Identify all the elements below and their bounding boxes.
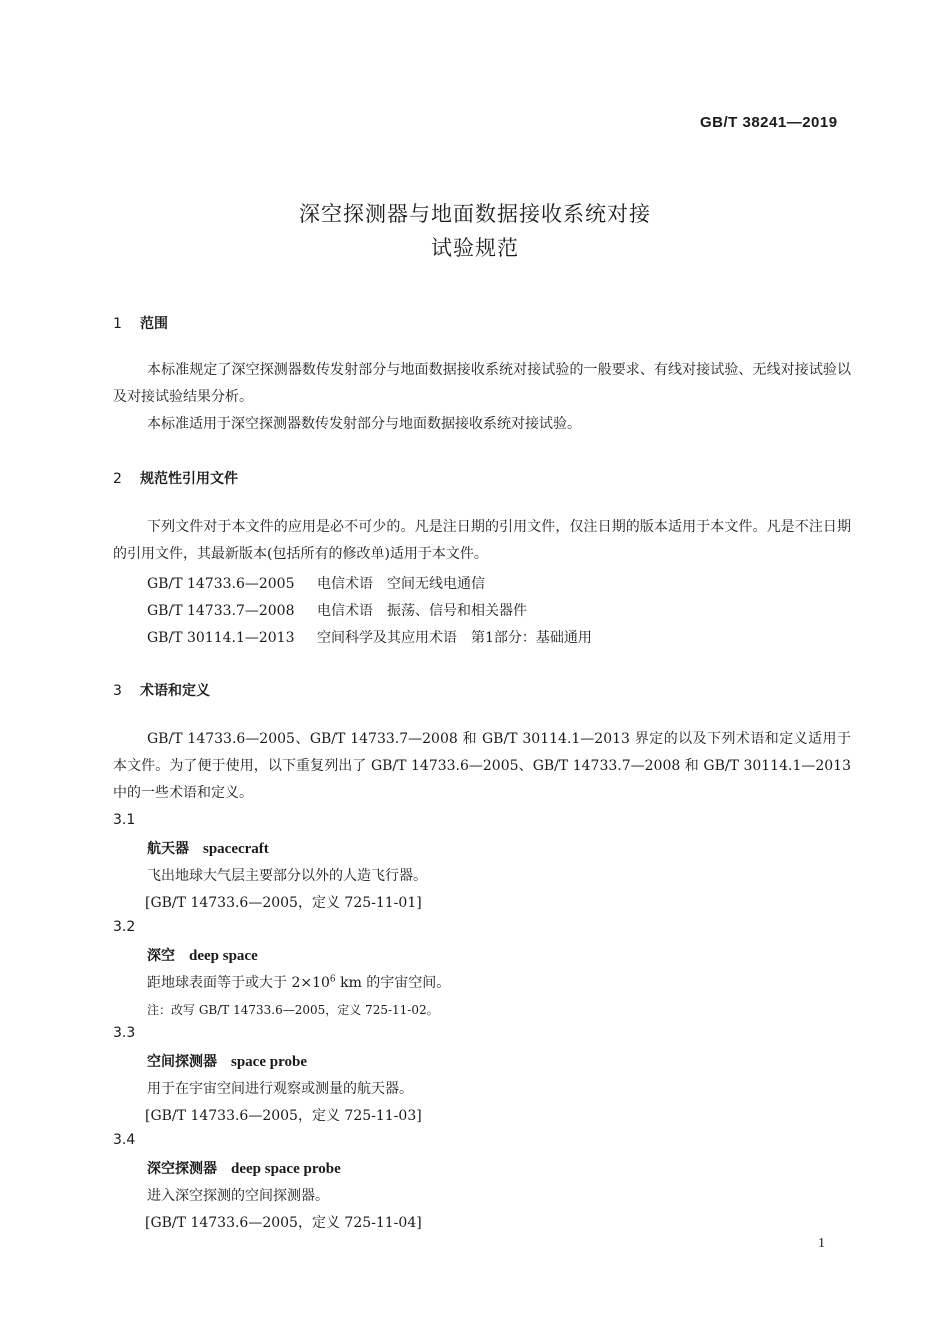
term-number: 3.1 [113, 812, 136, 828]
term-chinese: 航天器 [147, 841, 189, 857]
definition-text: 距地球表面等于或大于 2×10 [147, 975, 330, 991]
reference-code: GB/T 30114.1—2013 [147, 630, 295, 646]
term-chinese: 深空 [147, 948, 175, 964]
section-3-heading [113, 680, 210, 700]
section-number: 1 [113, 316, 122, 332]
term-number: 3.4 [113, 1132, 136, 1148]
term-definition: 用于在宇宙空间进行观察或测量的航天器。 [147, 1081, 413, 1097]
reference-item [147, 627, 592, 647]
term-source: [GB/T 14733.6—2005，定义 725-11-01] [145, 895, 422, 911]
section-number: 3 [113, 683, 122, 699]
section-2-paragraph-1: 下列文件对于本文件的应用是必不可少的。凡是注日期的引用文件，仅注日期的版本适用于本文件。凡是不注日期的引用文件，其最新版本(包括所有的修改单)适用于本文件。 [113, 519, 851, 562]
term-chinese: 深空探测器 [147, 1161, 217, 1177]
term-source: [GB/T 14733.6—2005，定义 725-11-04] [145, 1215, 422, 1231]
section-title: 范围 [140, 316, 168, 332]
term-number: 3.3 [113, 1025, 136, 1041]
section-number: 2 [113, 471, 122, 487]
reference-title: 电信术语 振荡、信号和相关器件 [317, 603, 527, 619]
term-english: deep space probe [231, 1161, 341, 1177]
standard-number: GB/T 38241—2019 [700, 114, 838, 131]
term-source: [GB/T 14733.6—2005，定义 725-11-03] [145, 1108, 422, 1124]
term-note: 注：改写 GB/T 14733.6—2005，定义 725-11-02。 [147, 1003, 439, 1017]
term-heading [147, 1051, 307, 1071]
term-number: 3.2 [113, 919, 136, 935]
section-title: 术语和定义 [140, 683, 210, 699]
term-definition [147, 972, 450, 992]
page-number: 1 [818, 1236, 825, 1251]
reference-code: GB/T 14733.7—2008 [147, 603, 295, 619]
document-title-line2: 试验规范 [431, 236, 519, 260]
section-2-heading [113, 468, 238, 488]
reference-item [147, 573, 485, 593]
term-heading [147, 945, 258, 965]
term-heading [147, 838, 269, 858]
superscript-exponent: 6 [329, 974, 336, 985]
reference-title: 空间科学及其应用术语 第1部分：基础通用 [317, 630, 592, 646]
document-title-line1: 深空探测器与地面数据接收系统对接 [299, 202, 651, 226]
term-english: spacecraft [203, 841, 269, 857]
term-definition: 进入深空探测的空间探测器。 [147, 1188, 329, 1204]
section-1-paragraph-2: 本标准适用于深空探测器数传发射部分与地面数据接收系统对接试验。 [147, 416, 581, 432]
reference-item [147, 600, 527, 620]
term-english: deep space [189, 948, 258, 964]
section-1-heading [113, 313, 168, 333]
reference-title: 电信术语 空间无线电通信 [317, 576, 485, 592]
section-1-paragraph-1: 本标准规定了深空探测器数传发射部分与地面数据接收系统对接试验的一般要求、有线对接试验、无线对接试验以及对接试验结果分析。 [113, 362, 851, 405]
term-definition: 飞出地球大气层主要部分以外的人造飞行器。 [147, 868, 427, 884]
section-3-paragraph-1: GB/T 14733.6—2005、GB/T 14733.7—2008 和 GB/T 30114.1—2013 界定的以及下列术语和定义适用于本文件。为了便于使用，以下重复列出了 GB/T 14733.6—2005、GB/T 14733.7—2008 和 GB/T 30114.1—2013 中的一些术语和定义。 [113, 731, 851, 801]
term-chinese: 空间探测器 [147, 1054, 217, 1070]
section-title: 规范性引用文件 [140, 471, 238, 487]
reference-code: GB/T 14733.6—2005 [147, 576, 295, 592]
term-english: space probe [231, 1054, 307, 1070]
term-heading [147, 1158, 341, 1178]
definition-text: km 的宇宙空间。 [335, 975, 451, 991]
